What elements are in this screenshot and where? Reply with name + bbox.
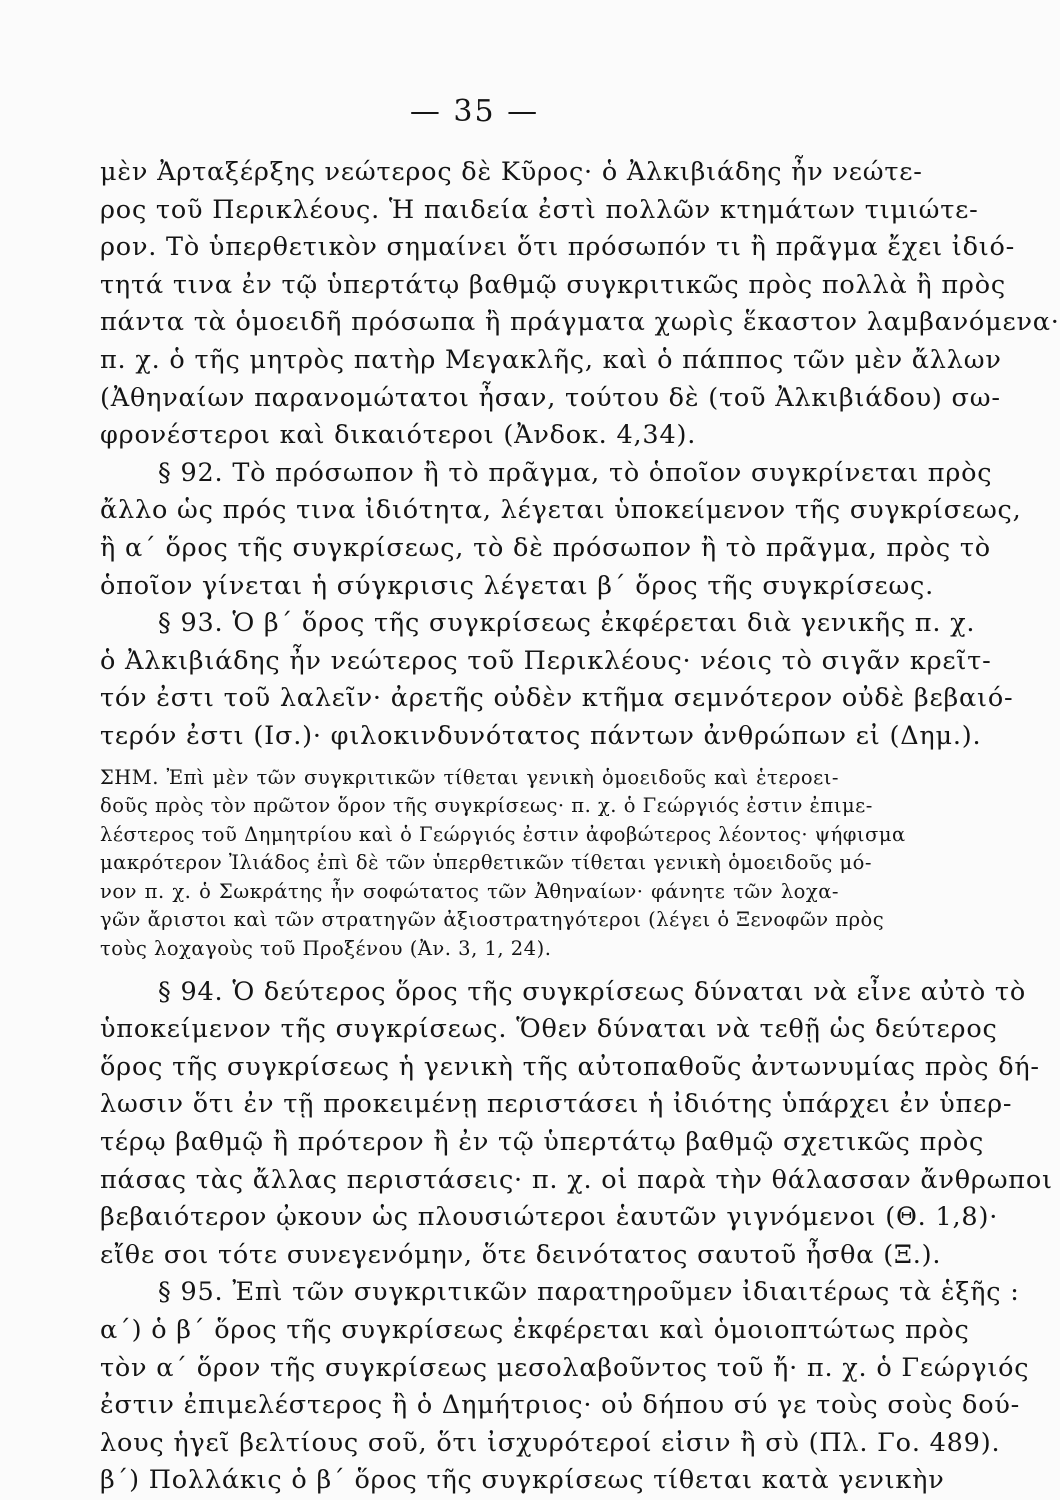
paragraph-section-95 xyxy=(100,1274,1030,1500)
note-line: λέστερος τοῦ Δημητρίου καὶ ὁ Γεώργιός ἐστιν ἀφοβώτερος λέοντος· ψήφισμα xyxy=(100,822,906,846)
text-line: φρονέστεροι καὶ δικαιότεροι (Ἀνδοκ. 4,34). xyxy=(100,420,697,451)
text-line: λους ἡγεῖ βελτίους σοῦ, ὅτι ἰσχυρότεροί εἰσιν ἢ σὺ (Πλ. Γο. 489). xyxy=(100,1427,1001,1458)
note-paragraph xyxy=(100,764,906,964)
text-line: τέρῳ βαθμῷ ἢ πρότερον ἢ ἐν τῷ ὑπερτάτῳ βαθμῷ σχετικῶς πρὸς xyxy=(100,1127,985,1158)
text-line: β΄) Πολλάκις ὁ β΄ ὅρος τῆς συγκρίσεως τίθεται κατὰ γενικὴν xyxy=(100,1465,945,1496)
note-line: δοῦς πρὸς τὸν πρῶτον ὅρον τῆς συγκρίσεως· π. χ. ὁ Γεώργιός ἐστιν ἐπιμε- xyxy=(100,794,873,818)
text-line: ἄλλο ὡς πρός τινα ἰδιότητα, λέγεται ὑποκείμενον τῆς συγκρίσεως, xyxy=(100,495,1022,526)
text-line: § 95. Ἐπὶ τῶν συγκριτικῶν παρατηροῦμεν ἰδιαιτέρως τὰ ἑξῆς : xyxy=(158,1277,1020,1308)
text-line: τόν ἐστι τοῦ λαλεῖν· ἀρετῆς οὐδὲν κτῆμα σεμνότερον οὐδὲ βεβαιό- xyxy=(100,683,1014,714)
text-line: μὲν Ἀρταξέρξης νεώτερος δὲ Κῦρος· ὁ Ἀλκιβιάδης ἦν νεώτε- xyxy=(100,157,923,187)
text-line: τερόν ἐστι (Ισ.)· φιλοκινδυνότατος πάντων ἀνθρώπων εἰ (Δημ.). xyxy=(100,720,982,751)
text-line: ἐστιν ἐπιμελέστερος ἢ ὁ Δημήτριος· οὐ δήπου σύ γε τοὺς σοὺς δού- xyxy=(100,1390,1021,1421)
text-line: πάντα τὰ ὁμοειδῆ πρόσωπα ἢ πράγματα χωρὶς ἕκαστον λαμβανόμενα· xyxy=(100,307,1060,338)
text-line: § 94. Ὁ δεύτερος ὅρος τῆς συγκρίσεως δύναται νὰ εἶνε αὐτὸ τὸ xyxy=(158,976,1026,1007)
text-line: ὅρος τῆς συγκρίσεως ἡ γενικὴ τῆς αὐτοπαθοῦς ἀντωνυμίας πρὸς δή- xyxy=(100,1051,1040,1082)
paragraph-section-94 xyxy=(100,974,1053,1275)
text-line: λωσιν ὅτι ἐν τῇ προκειμένῃ περιστάσει ἡ ἰδιότης ὑπάρχει ἐν ὑπερ- xyxy=(100,1089,1013,1120)
paragraph-section-93 xyxy=(100,605,1014,755)
note-line: νον π. χ. ὁ Σωκράτης ἦν σοφώτατος τῶν Ἀθηναίων· φάνητε τῶν λοχα- xyxy=(100,879,839,903)
paragraph-continuation xyxy=(100,154,1060,455)
note-line: ΣΗΜ. Ἐπὶ μὲν τῶν συγκριτικῶν τίθεται γενικὴ ὁμοειδοῦς καὶ ἑτεροει- xyxy=(100,765,839,789)
text-line: § 93. Ὁ β΄ ὅρος τῆς συγκρίσεως ἐκφέρεται διὰ γενικῆς π. χ. xyxy=(158,608,976,639)
text-line: πάσας τὰς ἄλλας περιστάσεις· π. χ. οἱ παρὰ τὴν θάλασσαν ἄνθρωποι xyxy=(100,1164,1053,1195)
text-line: ὑποκείμενον τῆς συγκρίσεως. Ὅθεν δύναται νὰ τεθῇ ὡς δεύτερος xyxy=(100,1014,998,1045)
text-line: βεβαιότερον ᾠκουν ὡς πλουσιώτεροι ἑαυτῶν γιγνόμενοι (Θ. 1,8)· xyxy=(100,1202,999,1233)
note-line: γῶν ἄριστοι καὶ τῶν στρατηγῶν ἀξιοστρατηγότεροι (λέγει ὁ Ξενοφῶν πρὸς xyxy=(100,908,885,932)
text-line: ἢ α΄ ὅρος τῆς συγκρίσεως, τὸ δὲ πρόσωπον ἢ τὸ πρᾶγμα, πρὸς τὸ xyxy=(100,532,991,563)
text-line: ὁ Ἀλκιβιάδης ἦν νεώτερος τοῦ Περικλέους· νέοις τὸ σιγᾶν κρεῖτ- xyxy=(100,645,992,676)
text-line: § 92. Τὸ πρόσωπον ἢ τὸ πρᾶγμα, τὸ ὁποῖον συγκρίνεται πρὸς xyxy=(158,457,993,488)
note-line: μακρότερον Ἰλιάδος ἐπὶ δὲ τῶν ὑπερθετικῶν τίθεται γενικὴ ὁμοειδοῦς μό- xyxy=(100,851,872,875)
paragraph-section-92 xyxy=(100,455,1022,605)
note-line: τοὺς λοχαγοὺς τοῦ Προξένου (Ἀν. 3, 1, 24). xyxy=(100,937,552,961)
text-line: ὁποῖον γίνεται ἡ σύγκρισις λέγεται β΄ ὅρος τῆς συγκρίσεως. xyxy=(100,570,935,601)
text-line: ρος τοῦ Περικλέους. Ἡ παιδεία ἐστὶ πολλῶν κτημάτων τιμιώτε- xyxy=(100,194,979,225)
text-line: τὸν α΄ ὅρον τῆς συγκρίσεως μεσολαβοῦντος τοῦ ἤ· π. χ. ὁ Γεώργιός xyxy=(100,1352,1030,1383)
text-line: ρον. Τὸ ὑπερθετικὸν σημαίνει ὅτι πρόσωπόν τι ἢ πρᾶγμα ἔχει ἰδιό- xyxy=(100,232,1016,263)
text-line: α΄) ὁ β΄ ὅρος τῆς συγκρίσεως ἐκφέρεται καὶ ὁμοιοπτώτως πρὸς xyxy=(100,1315,970,1345)
text-line: τητά τινα ἐν τῷ ὑπερτάτῳ βαθμῷ συγκριτικῶς πρὸς πολλὰ ἢ πρὸς xyxy=(100,269,1006,300)
text-line: (Ἀθηναίων παρανομώτατοι ἦσαν, τούτου δὲ (τοῦ Ἀλκιβιάδου) σω- xyxy=(100,382,1001,413)
text-line: εἴθε σοι τότε συνεγενόμην, ὅτε δεινότατος σαυτοῦ ἦσθα (Ξ.). xyxy=(100,1239,942,1270)
page-number: — 35 — xyxy=(409,94,540,129)
text-line: π. χ. ὁ τῆς μητρὸς πατὴρ Μεγακλῆς, καὶ ὁ πάππος τῶν μὲν ἄλλων xyxy=(100,344,1002,375)
